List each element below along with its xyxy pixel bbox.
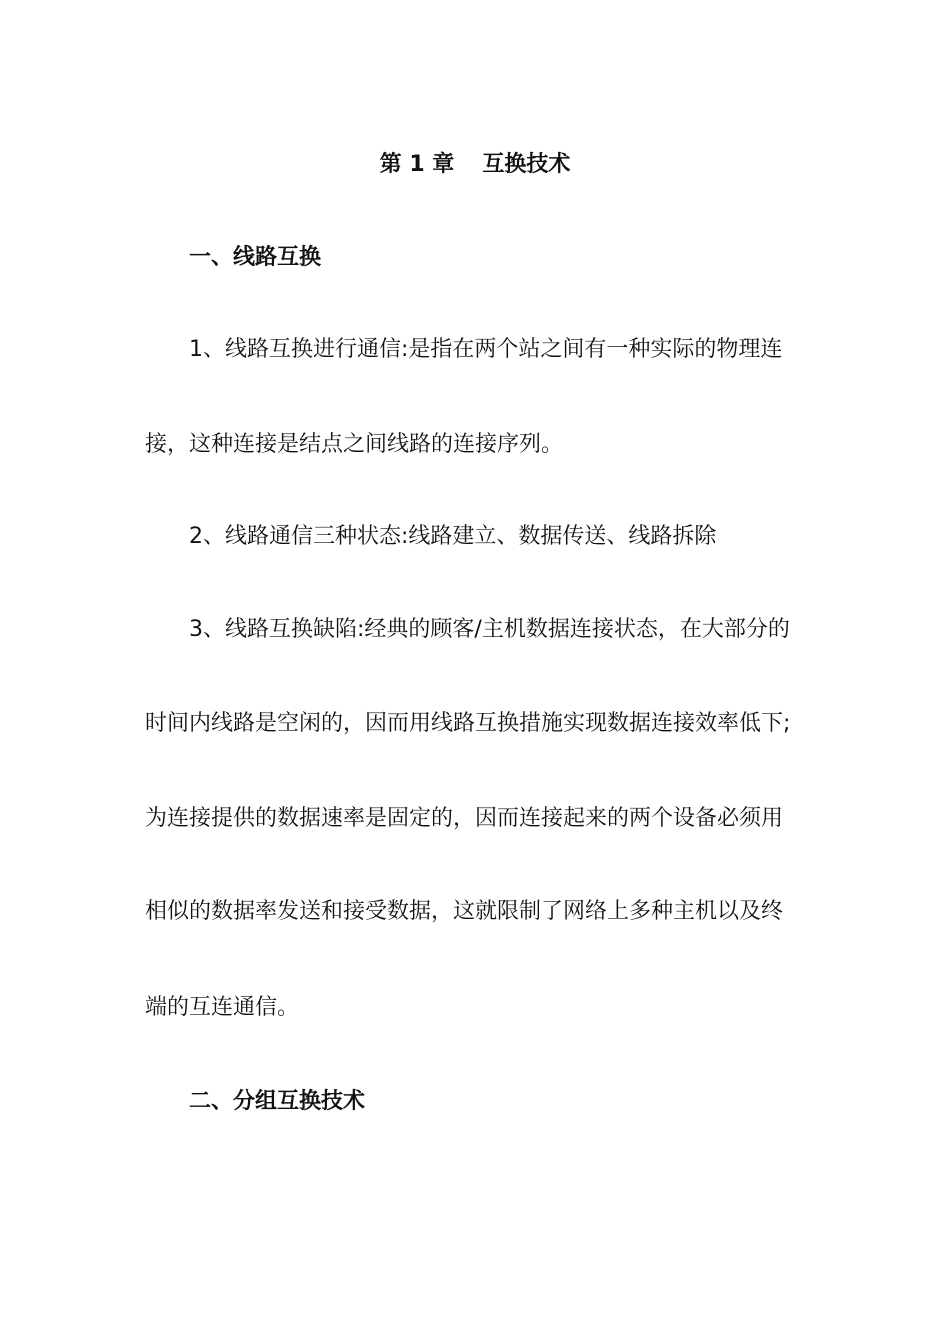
paragraph-item-3-line-5: 端的互连通信。 <box>145 995 300 1020</box>
chapter-number: 第 1 章 <box>379 152 455 177</box>
paragraph-item-3-line-2: 时间内线路是空闲的，因而用线路互换措施实现数据连接效率低下; <box>145 711 791 736</box>
paragraph-item-1-line-1: 1、线路互换进行通信:是指在两个站之间有一种实际的物理连 <box>189 337 783 362</box>
section-heading-packet-switching: 二、分组互换技术 <box>189 1089 366 1114</box>
chapter-name: 互换技术 <box>482 152 571 177</box>
chapter-title <box>0 150 950 180</box>
paragraph-item-3-line-3: 为连接提供的数据速率是固定的，因而连接起来的两个设备必须用 <box>145 806 784 831</box>
section-heading-circuit-switching: 一、线路互换 <box>189 245 322 270</box>
paragraph-item-1-line-2: 接，这种连接是结点之间线路的连接序列。 <box>145 432 564 457</box>
paragraph-item-3-line-4: 相似的数据率发送和接受数据，这就限制了网络上多种主机以及终 <box>145 899 784 924</box>
paragraph-item-2-line-1: 2、线路通信三种状态:线路建立、数据传送、线路拆除 <box>189 524 717 549</box>
paragraph-item-3-line-1: 3、线路互换缺陷:经典的顾客/主机数据连接状态，在大部分的 <box>189 617 790 642</box>
